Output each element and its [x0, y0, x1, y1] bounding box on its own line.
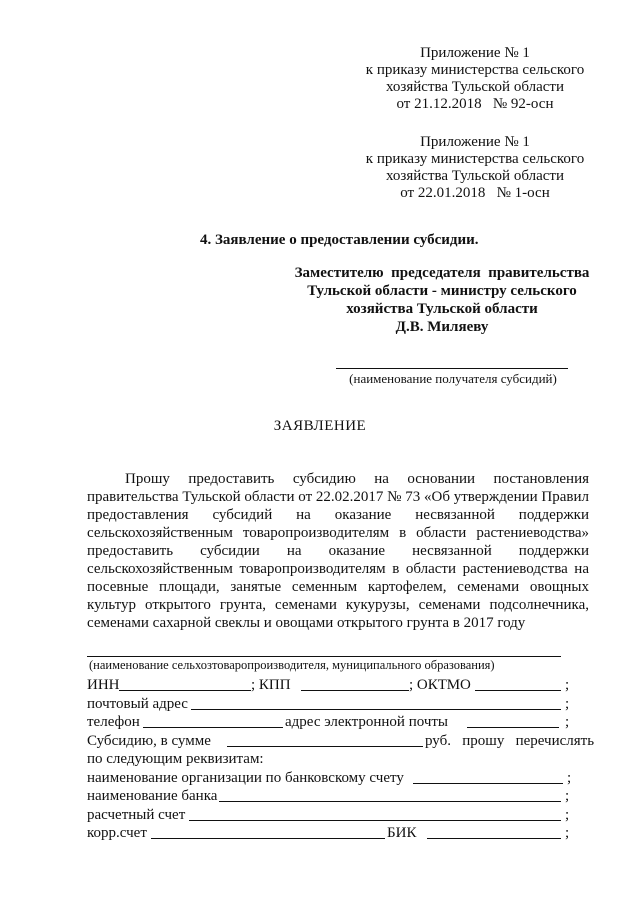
account-field[interactable] — [189, 806, 561, 821]
corr-account-label: корр.счет — [87, 825, 147, 841]
application-body-text: Прошу предоставить субсидию на основании постановления правительства Тульской области от 22.02.2017 № 73 «Об утверждении Правил предоставления субсидий на оказание несвязанной поддержки сельскохозяйственным товаропроизводителям в области растениеводства» предоставить субсидии на оказание несвязанной поддержки сельскохозяйственным товаропроизводителям в области растениеводства на посевные площади, занятые семенным картофелем, семенами овощных культур открытого грунта, семенами кукурузы, семенами подсолнечника, семенами сахарной свеклы и овощами открытого грунта в 2017 году — [87, 471, 589, 631]
oktmo-label: ; ОКТМО — [409, 677, 471, 693]
appendix-title: Приложение № 1 — [420, 134, 530, 150]
row-account — [87, 806, 577, 825]
row-corr-bik — [87, 824, 577, 843]
bank-name-label: наименование банка — [87, 788, 218, 804]
addressee-line: Тульской области - министру сельского — [307, 283, 577, 299]
producer-name-line[interactable] — [87, 656, 561, 657]
inn-label: ИНН — [87, 677, 120, 693]
email-label: адрес электронной почты — [285, 714, 449, 730]
details-form — [87, 676, 595, 843]
row-bank-name — [87, 787, 577, 806]
row-bank-org — [87, 769, 577, 788]
row-subsidy-sum — [87, 732, 595, 751]
row-details-intro — [87, 750, 577, 769]
appendix-date: от 21.12.2018 № 92-осн — [396, 96, 554, 112]
semicolon: ; — [567, 769, 572, 786]
semicolon: ; — [565, 677, 570, 693]
phone-label: телефон — [87, 714, 140, 730]
appendix-line: хозяйства Тульской области — [386, 79, 564, 95]
recipient-caption: (наименование получателя субсидий) — [349, 371, 557, 386]
bik-field[interactable] — [427, 824, 561, 839]
appendix-header-2 — [355, 134, 595, 202]
postal-address-field[interactable] — [191, 695, 561, 710]
addressee-line: хозяйства Тульской области — [346, 301, 538, 317]
oktmo-field[interactable] — [475, 676, 561, 691]
bank-organization-label: наименование организации по банковскому счету — [87, 769, 404, 786]
subsidy-sum-field[interactable] — [227, 732, 423, 747]
addressee-block — [282, 264, 602, 336]
account-label: расчетный счет — [87, 806, 186, 823]
appendix-line: к приказу министерства сельского — [365, 62, 585, 78]
appendix-header-1 — [355, 45, 595, 113]
corr-account-field[interactable] — [151, 824, 385, 839]
producer-caption: (наименование сельхозтоваропроизводителя, муниципального образования) — [89, 658, 495, 672]
email-field[interactable] — [467, 713, 559, 728]
semicolon: ; — [565, 788, 570, 804]
subsidy-transfer-text: руб. прошу перечислять — [425, 732, 595, 749]
row-inn-kpp-oktmo — [87, 676, 577, 695]
kpp-field[interactable] — [301, 676, 409, 691]
bik-label: БИК — [387, 825, 417, 841]
addressee-name: Д.В. Миляеву — [395, 319, 489, 335]
appendix-line: к приказу министерства сельского — [365, 151, 585, 167]
appendix-title: Приложение № 1 — [420, 45, 530, 61]
kpp-label: ; КПП — [251, 677, 291, 693]
details-intro: по следующим реквизитам: — [87, 751, 264, 767]
semicolon: ; — [565, 825, 570, 841]
addressee-line: Заместителю председателя правительства — [294, 265, 590, 281]
inn-field[interactable] — [119, 676, 251, 691]
section-title: 4. Заявление о предоставлении субсидии. — [200, 232, 479, 248]
row-postal-address — [87, 695, 577, 714]
document-title: ЗАЯВЛЕНИЕ — [273, 418, 367, 434]
postal-address-label: почтовый адрес — [87, 695, 188, 712]
appendix-line: хозяйства Тульской области — [386, 168, 564, 184]
bank-organization-field[interactable] — [413, 769, 563, 784]
semicolon: ; — [565, 695, 570, 712]
bank-name-field[interactable] — [219, 787, 561, 802]
semicolon: ; — [565, 806, 570, 823]
recipient-name-line[interactable] — [336, 368, 568, 369]
subsidy-sum-label: Субсидию, в сумме — [87, 732, 211, 749]
appendix-date: от 22.01.2018 № 1-осн — [400, 185, 550, 201]
semicolon: ; — [565, 714, 570, 730]
row-phone-email — [87, 713, 577, 732]
phone-field[interactable] — [143, 713, 283, 728]
